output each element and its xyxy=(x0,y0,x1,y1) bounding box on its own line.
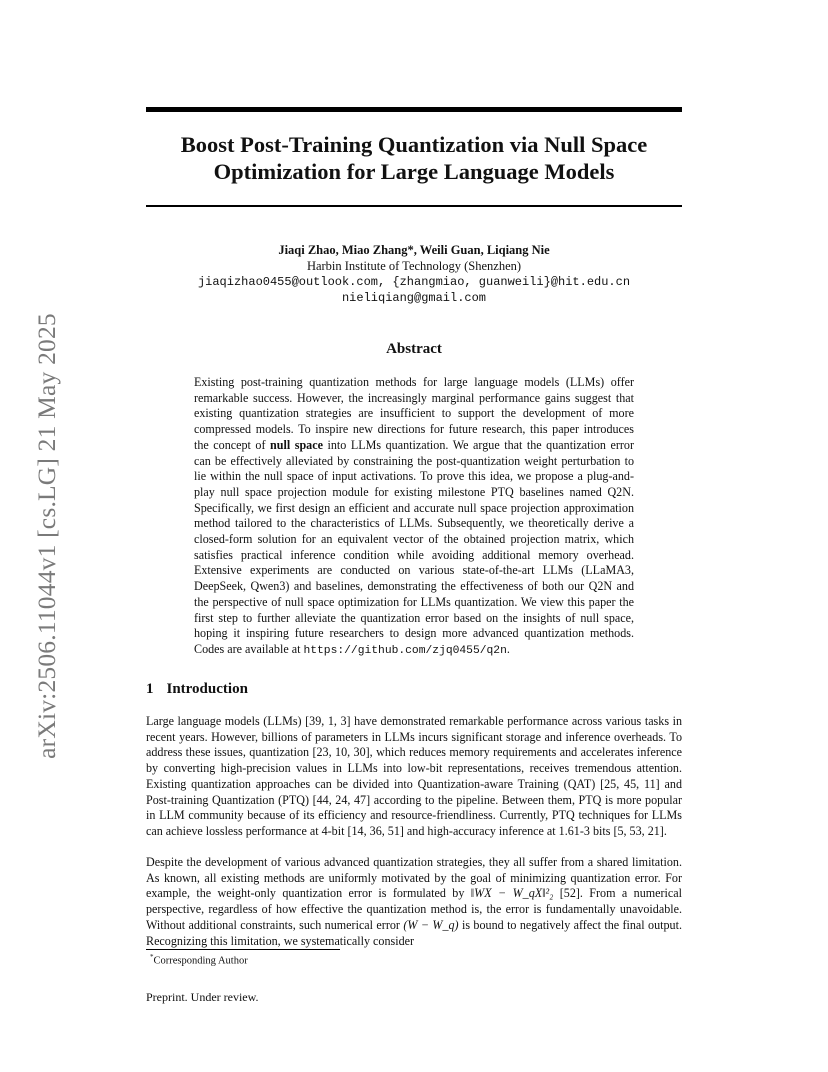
code-url-link[interactable]: https://github.com/zjq0455/q2n xyxy=(303,644,507,657)
preprint-note: Preprint. Under review. xyxy=(146,990,259,1004)
para2-text-a: Despite the development of various advanced quantization strategies, they all suffer from a shared limitation. As known, all existing methods are uniformly motivated by the goal of minimizing quantization error. For example, the weight-only quantization error is formulated by xyxy=(146,855,682,901)
math-quantization-error: ‖WX − W_qX‖²₂ xyxy=(470,886,554,901)
footnote-text: Corresponding Author xyxy=(153,955,248,967)
intro-paragraph-1: Large language models (LLMs) [39, 1, 3] have demonstrated remarkable performance across various tasks in recent years. However, billions of parameters in LLMs incurs significant storage and inference overheads. To address these issues, quantization [23, 10, 30], which reduces memory requirements and accelerates inference by converting high-precision values in LLMs into low-bit representations, receives tremendous attention. Existing quantization approaches can be divided into Quantization-aware Training (QAT) [25, 45, 11] and Post-training Quantization (PTQ) [44, 24, 47] according to the pipeline. Between them, PTQ is more popular in LLM community because of its efficiency and resource-friendliness. Currently, PTQ techniques for LLMs can achieve lossless performance at 4-bit [14, 36, 51] and high-accuracy inference at 1.61-3 bits [5, 53, 21]. xyxy=(146,714,682,838)
math-weight-difference: (W − W_q) xyxy=(403,917,459,932)
paper-title xyxy=(146,131,682,185)
abstract-text-2: into LLMs quantization. We argue that the quantization error can be effectively alleviated by constraining the post-quantization weight perturbation to lie within the null space of input activations. To prove this idea, we propose a plug-and-play null space projection module for existing milestone PTQ baselines named Q2N. Specifically, we first design an efficient and accurate null space projection approximation method tailored to the characteristics of LLMs. Subsequently, we theoretically derive a closed-form solution for an equivalent vector of the obtained projection matrix, which satisfies practical inference condition while avoiding additional memory overhead. Extensive experiments are conducted on various state-of-the-art LLMs (LLaMA3, DeepSeek, Qwen3) and baselines, demonstrating the effectiveness of both our Q2N and the perspective of null space optimization for LLMs quantization. We view this paper the first step to further alleviate the quantization error based on the insights of null space, hoping it inspiring future researchers to design more advanced quantization methods. Codes are available at xyxy=(194,437,634,656)
title-bottom-rule xyxy=(146,205,682,207)
title-top-rule xyxy=(146,107,682,112)
para2-text-b: [52]. From a numerical perspective, regardless of how effective the quantization method is, the error is fundamentally unavoidable. Without additional constraints, such numerical error xyxy=(146,886,682,932)
abstract-body xyxy=(194,375,634,660)
title-line-2: Optimization for Large Language Models xyxy=(213,159,615,184)
author-affiliation: Harbin Institute of Technology (Shenzhen) xyxy=(306,259,522,273)
footnote-mark: * xyxy=(150,953,154,961)
arxiv-stamp xyxy=(22,296,72,776)
author-emails-2: nieliqiang@gmail.com xyxy=(341,291,487,305)
arxiv-identifier: arXiv:2506.11044v1 [cs.LG] 21 May 2025 xyxy=(32,313,62,759)
abstract-heading: Abstract xyxy=(386,341,442,357)
section-title: Introduction xyxy=(166,681,248,697)
author-names: Jiaqi Zhao, Miao Zhang*, Weili Guan, Liqiang Nie xyxy=(278,243,550,257)
abstract-bold-term: null space xyxy=(270,437,323,452)
section-number: 1 xyxy=(146,681,154,697)
para2-text-c: is bound to negatively affect the final output. Recognizing this limitation, we systematically consider xyxy=(146,917,682,948)
author-block xyxy=(146,242,682,306)
intro-paragraph-2 xyxy=(146,855,682,949)
abstract-text-1: Existing post-training quantization methods for large language models (LLMs) offer remarkable success. However, the increasingly marginal performance gains suggest that existing quantization strategies are insufficient to support the development of more compressed models. To inspire new directions for future research, this paper introduces the concept of xyxy=(194,375,634,452)
author-emails-1: jiaqizhao0455@outlook.com, {zhangmiao, guanweili}@hit.edu.cn xyxy=(197,275,631,289)
title-line-1: Boost Post-Training Quantization via Null Space xyxy=(180,132,648,157)
abstract-text-end: . xyxy=(506,641,510,656)
footnote-rule xyxy=(146,949,340,950)
footnote xyxy=(150,953,248,967)
section-heading-introduction xyxy=(146,681,248,698)
